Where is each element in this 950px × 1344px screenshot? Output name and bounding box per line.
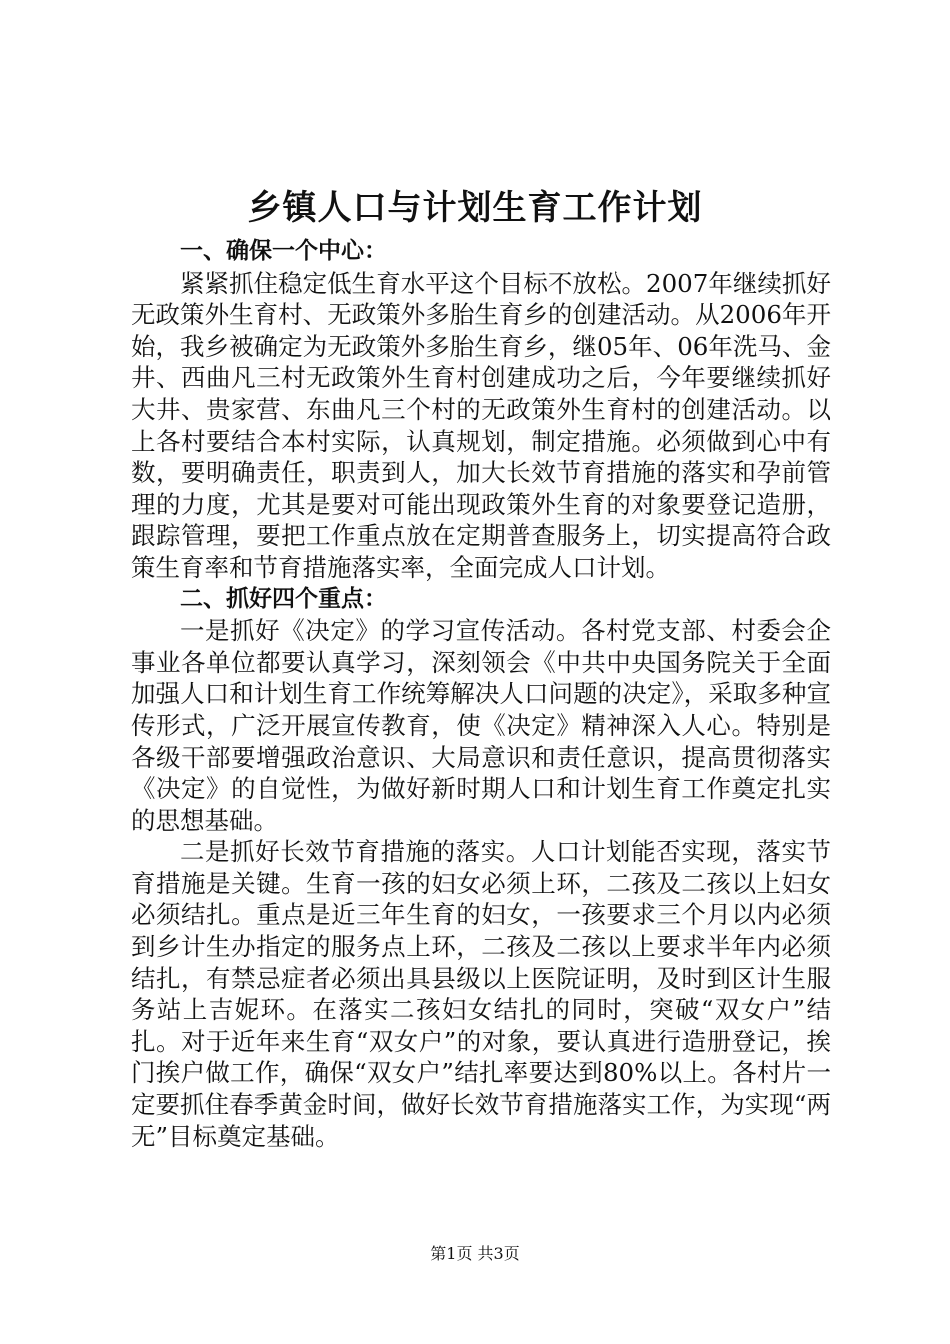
section-two xyxy=(131,584,831,1153)
document-title: 乡镇人口与计划生育工作计划 xyxy=(247,188,703,228)
paragraph: 一是抓好《决定》的学习宣传活动。各村党支部、村委会企事业各单位都要认真学习，深刻领会《中共中央国务院关于全面加强人口和计划生育工作统筹解决人口问题的决定》，采取多种宣传形式，广泛开展宣传教育，使《决定》精神深入人心。特别是各级干部要增强政治意识、大局意识和责任意识，提高贯彻落实《决定》的自觉性，为做好新时期人口和计划生育工作奠定扎实的思想基础。 xyxy=(131,616,831,835)
page-footer: 第1页 共3页 xyxy=(430,1244,520,1263)
section-one xyxy=(131,236,831,584)
section-heading: 二、抓好四个重点： xyxy=(180,585,387,612)
paragraph: 紧紧抓住稳定低生育水平这个目标不放松。2007年继续抓好无政策外生育村、无政策外多胎生育乡的创建活动。从2006年开始，我乡被确定为无政策外多胎生育乡，继05年、06年洗马、金井、西曲凡三村无政策外生育村创建成功之后，今年要继续抓好大井、贵家营、东曲凡三个村的无政策外生育村的创建活动。以上各村要结合本村实际，认真规划，制定措施。必须做到心中有数，要明确责任，职责到人，加大长效节育措施的落实和孕前管理的力度，尤其是要对可能出现政策外生育的对象要登记造册，跟踪管理，要把工作重点放在定期普查服务上，切实提高符合政策生育率和节育措施落实率，全面完成人口计划。 xyxy=(131,268,831,582)
document-body xyxy=(131,236,831,1152)
paragraph: 二是抓好长效节育措施的落实。人口计划能否实现，落实节育措施是关键。生育一孩的妇女必须上环，二孩及二孩以上妇女必须结扎。重点是近三年生育的妇女，一孩要求三个月以内必须到乡计生办指定的服务点上环，二孩及二孩以上要求半年内必须结扎，有禁忌症者必须出具县级以上医院证明，及时到区计生服务站上吉妮环。在落实二孩妇女结扎的同时，突破“双女户”结扎。对于近年来生育“双女户”的对象，要认真进行造册登记，挨门挨户做工作，确保“双女户”结扎率要达到80%以上。各村片一定要抓住春季黄金时间，做好长效节育措施落实工作，为实现“两无”目标奠定基础。 xyxy=(131,837,831,1151)
section-heading: 一、确保一个中心： xyxy=(180,238,387,264)
